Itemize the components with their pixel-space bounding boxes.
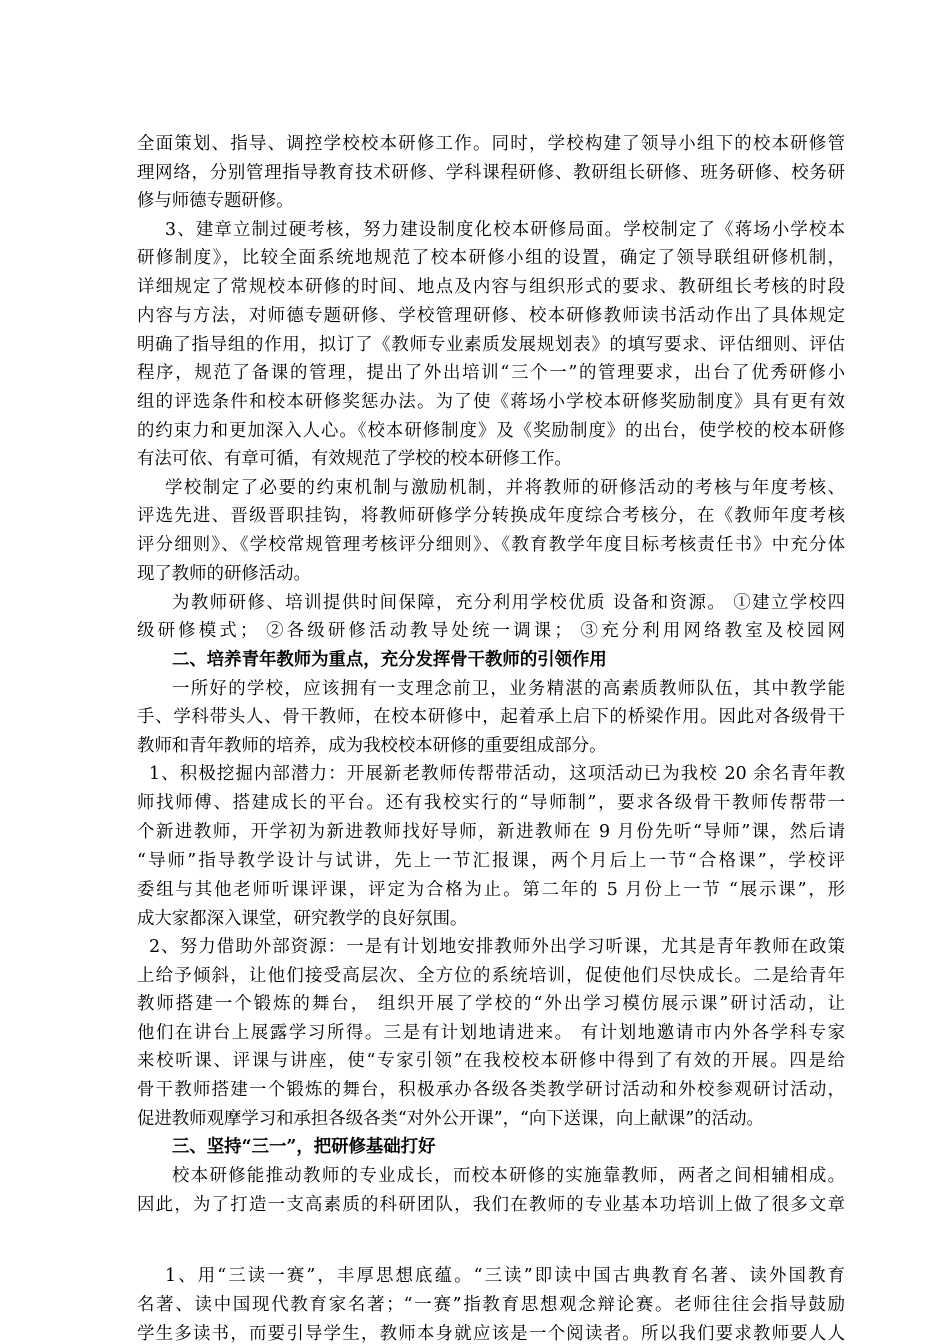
text-line: 1、用“三读一赛”，丰厚思想底蕴。“三读”即读中国古典教育名著、读外国教育 bbox=[165, 1266, 845, 1286]
text-line: 学校制定了必要的约束机制与激励机制，并将教师的研修活动的考核与年度考核、 bbox=[165, 478, 845, 498]
text-line: 程序，规范了备课的管理，提出了外出培训“三个一”的管理要求，出台了优秀研修小 bbox=[137, 363, 845, 383]
text-line: 来校听课、评课与讲座，使“专家引领”在我校校本研修中得到了有效的开展。四是给 bbox=[137, 1051, 845, 1071]
text-line: 教师搭建一个锻炼的舞台， 组织开展了学校的“外出学习模仿展示课”研讨活动，让 bbox=[137, 994, 845, 1014]
text-line: 研修制度》，比较全面系统地规范了校本研修小组的设置，确定了领导联组研修机制， bbox=[137, 248, 845, 268]
text-line: 个新进教师，开学初为新进教师找好导师，新进教师在 9 月份先听“导师”课，然后请 bbox=[137, 822, 845, 842]
section-heading: 二、培养青年教师为重点，充分发挥骨干教师的引领作用 bbox=[172, 650, 607, 670]
text-line: 教师和青年教师的培养，成为我校校本研修的重要组成部分。 bbox=[137, 736, 607, 756]
text-line: 师找师傅、搭建成长的平台。还有我校实行的“导师制”，要求各级骨干教师传帮带一 bbox=[137, 793, 845, 813]
text-line: 全面策划、指导、调控学校校本研修工作。同时，学校构建了领导小组下的校本研修管 bbox=[137, 134, 845, 154]
text-line: 修与师德专题研修。 bbox=[137, 191, 294, 211]
section-heading: 三、坚持“三一”，把研修基础打好 bbox=[172, 1137, 436, 1157]
text-line: 1、积极挖掘内部潜力：开展新老教师传帮带活动，这项活动已为我校 20 余名青年教 bbox=[149, 764, 845, 784]
text-line: 详细规定了常规校本研修的时间、地点及内容与组织形式的要求、教研组长考核的时段 bbox=[137, 277, 845, 297]
text-line: 他们在讲台上展露学习所得。三是有计划地请进来。 有计划地邀请市内外各学科专家 bbox=[137, 1023, 845, 1043]
text-line: 级研修模式； ②各级研修活动教导处统一调课； ③充分利用网络教室及校园网 bbox=[137, 621, 845, 641]
text-line: 的约束力和更加深入人心。《校本研修制度》及《奖励制度》的出台，使学校的校本研修 bbox=[137, 421, 845, 441]
text-line: 上给予倾斜，让他们接受高层次、全方位的系统培训，促使他们尽快成长。二是给青年 bbox=[137, 966, 845, 986]
text-line: 学生多读书，而要引导学生，教师本身就应该是一个阅读者。所以我们要求教师要人人 bbox=[137, 1324, 845, 1344]
text-line: 有法可依、有章可循，有效规范了学校的校本研修工作。 bbox=[137, 449, 572, 469]
text-line: 理网络，分别管理指导教育技术研修、学科课程研修、教研组长研修、班务研修、校务研 bbox=[137, 163, 845, 183]
text-line: 组的评选条件和校本研修奖惩办法。为了使《蒋场小学校本研修奖励制度》具有更有效 bbox=[137, 392, 845, 412]
text-line: 委组与其他老师听课评课，评定为合格为止。第二年的 5 月份上一节 “展示课”，形 bbox=[137, 880, 845, 900]
text-line: 内容与方法，对师德专题研修、学校管理研修、校本研修教师读书活动作出了具体规定 bbox=[137, 306, 845, 326]
text-line: 评分细则》、《学校常规管理考核评分细则》、《教育教学年度目标考核责任书》中充分体 bbox=[137, 535, 845, 555]
text-line: 现了教师的研修活动。 bbox=[137, 564, 311, 584]
text-line: 骨干教师搭建一个锻炼的舞台，积极承办各级各类教学研讨活动和外校参观研讨活动， bbox=[137, 1080, 845, 1100]
text-line: 名著、读中国现代教育家名著；“一赛”指教育思想观念辩论赛。老师往往会指导鼓励 bbox=[137, 1295, 845, 1315]
text-line: “导师”指导教学设计与试讲，先上一节汇报课，两个月后上一节“合格课”，学校评 bbox=[137, 851, 845, 871]
text-line: 3、建章立制过硬考核，努力建设制度化校本研修局面。学校制定了《蒋场小学校本 bbox=[165, 220, 845, 240]
text-line: 校本研修能推动教师的专业成长，而校本研修的实施靠教师，两者之间相辅相成。 bbox=[172, 1166, 845, 1186]
text-line: 评选先进、晋级晋职挂钩，将教师研修学分转换成年度综合考核分，在《教师年度考核 bbox=[137, 506, 845, 526]
text-line: 明确了指导组的作用，拟订了《教师专业素质发展规划表》的填写要求、评估细则、评估 bbox=[137, 335, 845, 355]
text-line: 成大家都深入课堂，研究教学的良好氛围。 bbox=[137, 909, 468, 929]
text-line: 因此，为了打造一支高素质的科研团队，我们在教师的专业基本功培训上做了很多文章 bbox=[137, 1195, 845, 1215]
text-line: 2、努力借助外部资源：一是有计划地安排教师外出学习听课，尤其是青年教师在政策 bbox=[149, 937, 845, 957]
text-line: 为教师研修、培训提供时间保障，充分利用学校优质 设备和资源。 ①建立学校四 bbox=[172, 593, 845, 613]
text-line: 一所好的学校，应该拥有一支理念前卫，业务精湛的高素质教师队伍，其中教学能 bbox=[172, 679, 845, 699]
text-line: 手、学科带头人、骨干教师，在校本研修中，起着承上启下的桥梁作用。因此对各级骨干 bbox=[137, 707, 845, 727]
text-line: 促进教师观摩学习和承担各级各类“对外公开课”，“向下送课，向上献课”的活动。 bbox=[137, 1109, 764, 1129]
